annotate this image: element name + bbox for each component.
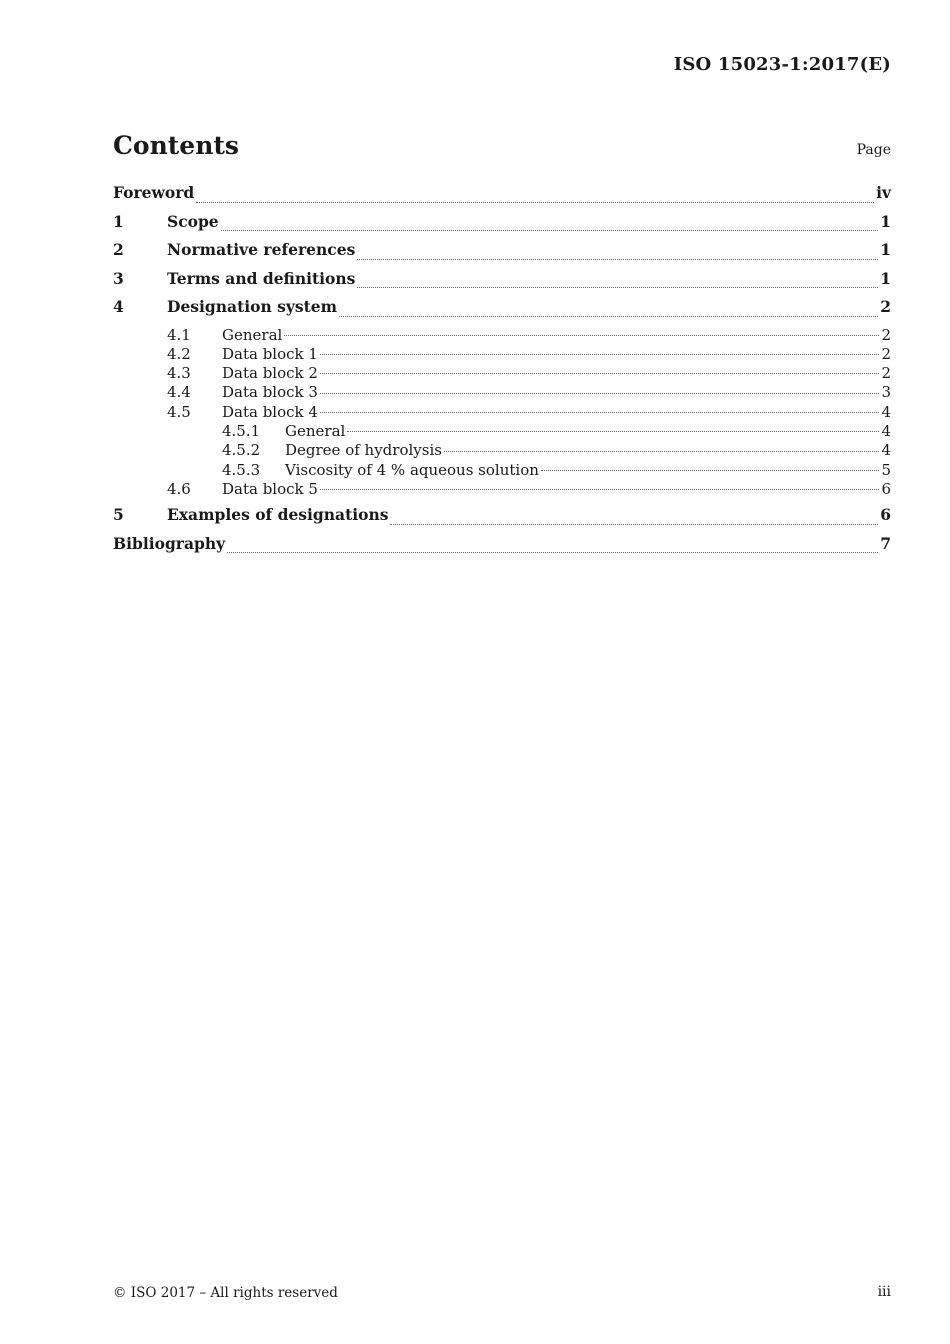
- dot-leader: [320, 489, 880, 490]
- toc-entry[interactable]: [113, 383, 891, 402]
- document-reference: ISO 15023-1:2017(E): [673, 54, 891, 75]
- toc-entry[interactable]: [113, 326, 891, 345]
- toc-entry-number: 4.4: [167, 383, 191, 402]
- toc-entry-page: 2: [880, 297, 891, 316]
- toc-entry[interactable]: [113, 422, 891, 441]
- toc-entry[interactable]: [113, 441, 891, 460]
- toc-entry-title: Data block 3: [222, 383, 318, 402]
- toc-entry-page: 1: [880, 268, 891, 288]
- toc-entry-page: 1: [880, 211, 891, 231]
- toc-entry-page: 2: [881, 325, 891, 344]
- dot-leader: [347, 431, 879, 432]
- toc-entry-number: 2: [113, 240, 124, 259]
- toc-entry-title: Bibliography: [113, 533, 226, 553]
- toc-entry[interactable]: [113, 297, 891, 326]
- toc-entry-number: 5: [113, 505, 124, 525]
- table-of-contents: [113, 183, 891, 562]
- toc-entry-title: Data block 1: [222, 344, 318, 363]
- toc-entry-title: Normative references: [167, 240, 356, 259]
- toc-entry-page: 5: [881, 460, 891, 479]
- toc-entry-title: Degree of hydrolysis: [285, 441, 442, 460]
- toc-entry[interactable]: [113, 461, 891, 480]
- toc-entry-page: 2: [881, 364, 891, 383]
- toc-entry-number: 4.3: [167, 364, 191, 383]
- toc-entry-title: Examples of designations: [167, 505, 389, 525]
- toc-entry-page: 6: [881, 479, 891, 498]
- toc-entry-number: 4.5.1: [222, 421, 261, 440]
- toc-entry-number: 4.5: [167, 402, 191, 421]
- toc-entry-title: Scope: [167, 211, 219, 231]
- toc-entry-page: 2: [881, 344, 891, 363]
- toc-entry-number: 4.5.3: [222, 460, 261, 479]
- toc-entry-number: 4.1: [167, 325, 191, 344]
- toc-entry-page: 1: [880, 240, 891, 259]
- toc-entry[interactable]: [113, 403, 891, 422]
- toc-entry[interactable]: [113, 345, 891, 364]
- toc-entry-page: iv: [876, 183, 891, 202]
- toc-entry-page: 6: [880, 505, 891, 525]
- page-column-label: Page: [856, 142, 891, 158]
- toc-entry[interactable]: [113, 212, 891, 241]
- dot-leader: [227, 552, 878, 553]
- toc-entry[interactable]: [113, 240, 891, 269]
- dot-leader: [320, 373, 880, 374]
- toc-entry-title: Designation system: [167, 297, 338, 316]
- dot-leader: [339, 316, 878, 317]
- toc-entry[interactable]: [113, 534, 891, 563]
- dot-leader: [390, 524, 878, 525]
- toc-entry-number: 4.2: [167, 344, 191, 363]
- toc-entry-number: 4.6: [167, 479, 191, 498]
- dot-leader: [357, 287, 878, 288]
- toc-entry-title: Foreword: [113, 183, 195, 202]
- dot-leader: [320, 393, 880, 394]
- toc-entry-title: Viscosity of 4 % aqueous solution: [285, 460, 539, 479]
- dot-leader: [320, 354, 880, 355]
- toc-entry[interactable]: [113, 183, 891, 212]
- dot-leader: [284, 335, 879, 336]
- contents-heading: Contents: [113, 131, 240, 160]
- toc-entry-page: 4: [881, 402, 891, 421]
- toc-entry-number: 1: [113, 211, 124, 231]
- toc-entry-page: 4: [881, 441, 891, 460]
- toc-entry-title: Data block 2: [222, 364, 318, 383]
- toc-entry-number: 4: [113, 297, 124, 316]
- dot-leader: [320, 412, 880, 413]
- toc-entry[interactable]: [113, 269, 891, 298]
- dot-leader: [357, 259, 878, 260]
- toc-entry-number: 4.5.2: [222, 441, 261, 460]
- toc-entry-page: 3: [881, 383, 891, 402]
- copyright-notice: © ISO 2017 – All rights reserved: [113, 1285, 338, 1301]
- toc-entry-title: Data block 5: [222, 479, 318, 498]
- toc-entry-title: Data block 4: [222, 402, 318, 421]
- toc-entry-title: Terms and definitions: [167, 268, 356, 288]
- toc-entry[interactable]: [113, 505, 891, 534]
- toc-entry-title: General: [222, 325, 283, 344]
- toc-entry[interactable]: [113, 364, 891, 383]
- dot-leader: [444, 451, 880, 452]
- toc-entry-title: General: [285, 421, 346, 440]
- toc-entry-number: 3: [113, 268, 124, 288]
- dot-leader: [221, 230, 879, 231]
- page-number: iii: [877, 1284, 891, 1300]
- toc-entry[interactable]: [113, 480, 891, 499]
- dot-leader: [196, 202, 874, 203]
- toc-entry-page: 4: [881, 421, 891, 440]
- toc-entry-page: 7: [880, 533, 891, 553]
- dot-leader: [541, 470, 880, 471]
